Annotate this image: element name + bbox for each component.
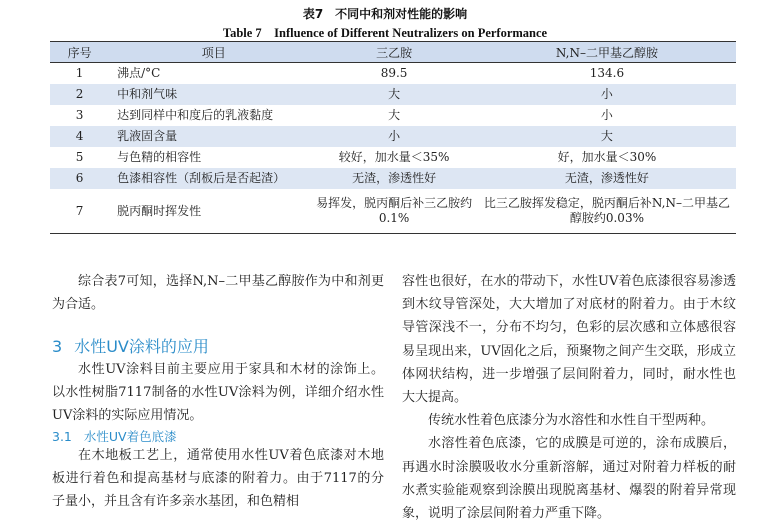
section-title: 水性UV涂料的应用: [74, 337, 209, 356]
row-triethylamine-value: 89.5: [380, 66, 408, 80]
section-intro-paragraph: 水性UV涂料目前主要应用于家具和木材的涂饰上。以水性树脂7117制备的水性UV涂料为例，详细介绍水性UV涂料的实际应用情况。: [52, 362, 384, 424]
table-row: [50, 84, 736, 105]
section-number: 3: [52, 337, 63, 356]
row-triethylamine-value: 无渣，渗透性好: [310, 168, 478, 189]
row-number: 4: [50, 126, 109, 147]
row-number: 2: [50, 84, 109, 105]
left-column-section-body: [52, 358, 384, 428]
row-dmea-value: 比三乙胺挥发稳定，脱丙酮后补N,N–二甲基乙醇胺约0.03%: [478, 189, 736, 234]
subsection-title: 水性UV着色底漆: [83, 429, 177, 444]
subsection-paragraph: 在木地板工艺上，通常使用水性UV着色底漆对木地板进行着色和提高基材与底漆的附着力。由于7117的分子量小，并且含有许多亲水基团，和色精相: [52, 448, 384, 510]
table-row: [50, 63, 736, 85]
table-row: [50, 189, 736, 234]
row-triethylamine-value: 小: [310, 126, 478, 147]
table-caption-english: Table 7 Influence of Different Neutralizers on Performance: [222, 26, 548, 40]
water-soluble-paragraph: 水溶性着色底漆，它的成膜是可逆的，涂布成膜后，再遇水时涂膜吸收水分重新溶解，通过对附着力样板的耐水煮实验能观察到涂膜出现脱离基材、爆裂的附着异常现象，说明了涂层间附着力严重下降。: [402, 436, 736, 522]
right-column: [402, 270, 736, 525]
table-row: [50, 105, 736, 126]
row-item: 达到同样中和度后的乳液黏度: [117, 108, 274, 122]
row-number: 5: [75, 150, 84, 164]
row-dmea-value: 小: [600, 108, 613, 122]
header-item: 项目: [109, 42, 310, 63]
row-dmea-value: 大: [478, 126, 736, 147]
row-number: 1: [75, 66, 84, 80]
neutralizer-comparison-table: [50, 41, 736, 234]
header-serial-no: 序号: [50, 42, 109, 63]
row-item: 色漆相容性（刮板后是否起渣）: [109, 168, 310, 189]
row-dmea-value: 小: [478, 84, 736, 105]
row-triethylamine-value: 大: [310, 84, 478, 105]
section-heading: [52, 334, 209, 357]
row-item: 脱丙酮时挥发性: [109, 189, 310, 234]
row-dmea-value: 134.6: [589, 66, 625, 80]
subsection-number: 3.1: [52, 429, 72, 444]
table-header-row: [50, 42, 736, 63]
row-item: 乳液固含量: [109, 126, 310, 147]
row-number: 3: [75, 108, 84, 122]
header-dimethylethanolamine: N,N–二甲基乙醇胺: [478, 42, 736, 63]
row-dmea-value: 好，加水量＜30%: [557, 150, 657, 164]
continued-paragraph: 容性也很好，在水的带动下，水性UV着色底漆很容易渗透到木纹导管深处，大大增加了对底材的附着力。由于木纹导管深浅不一，分布不均匀，色彩的层次感和立体感很容易呈现出来，UV固化之后，预聚物之间产生交联，形成立体网状结构，进一步增强了层间附着力，同时，耐水性也大大提高。: [402, 274, 736, 406]
row-dmea-value: 无渣，渗透性好: [478, 168, 736, 189]
table-row: [50, 168, 736, 189]
table-row: [50, 147, 736, 168]
header-triethylamine: 三乙胺: [310, 42, 478, 63]
row-triethylamine-value: 较好，加水量＜35%: [338, 150, 450, 164]
left-column-subsection-body: [52, 444, 384, 514]
row-number: 7: [50, 189, 109, 234]
row-triethylamine-value: 易挥发，脱丙酮后补三乙胺约0.1%: [310, 189, 478, 234]
row-triethylamine-value: 大: [388, 108, 401, 122]
row-number: 6: [50, 168, 109, 189]
row-item: 与色精的相容性: [117, 150, 202, 164]
conclusion-paragraph: 综合表7可知，选择N,N–二甲基乙醇胺作为中和剂更为合适。: [52, 274, 384, 313]
row-item: 中和剂气味: [109, 84, 310, 105]
row-item: 沸点/°C: [117, 66, 161, 80]
subsection-heading: [52, 427, 177, 445]
colorant-types-paragraph: 传统水性着色底漆分为水溶性和水性自干型两种。: [428, 413, 715, 429]
left-column-intro: [52, 270, 384, 316]
table-caption-chinese: 表7 不同中和剂对性能的影响: [302, 7, 468, 21]
table-row: [50, 126, 736, 147]
